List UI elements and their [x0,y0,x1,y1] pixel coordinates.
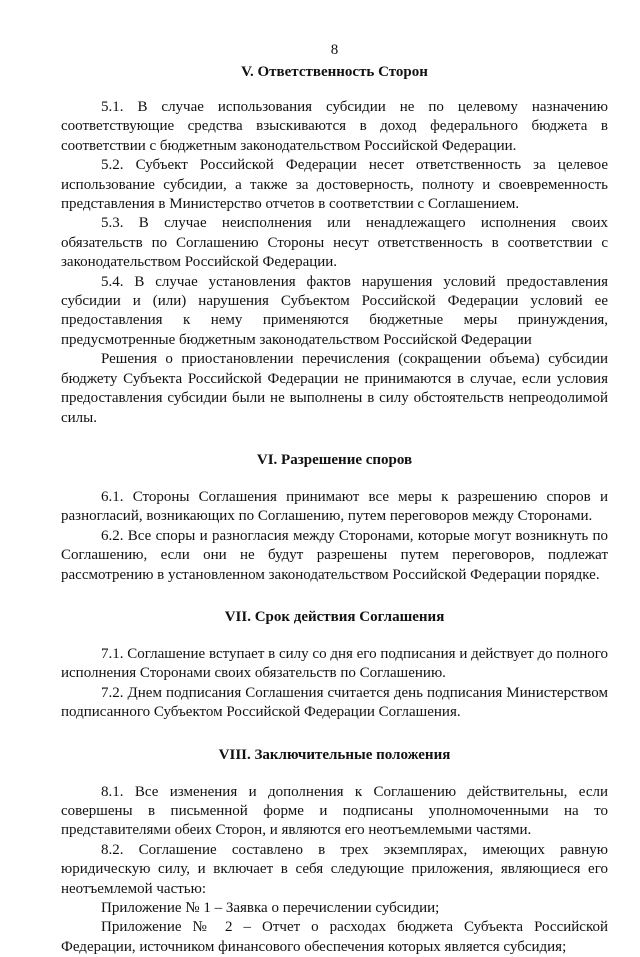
paragraph-5-3: 5.3. В случае неисполнения или ненадлежащего исполнения своих обязательств по Соглашению Стороны несут ответственность в соответствии с законодательством Российской Федерации. [61,215,608,271]
section-heading-term: VII. Срок действия Соглашения [224,608,445,625]
paragraph-6-1: 6.1. Стороны Соглашения принимают все меры к разрешению споров и разногласий, возникающих по Соглашению, путем переговоров между Сторонами. [61,488,608,525]
appendix-1: Приложение № 1 – Заявка о перечислении субсидии; [101,900,440,916]
section-heading-disputes: VI. Разрешение споров [256,451,413,468]
appendix-2: Приложение № 2 – Отчет о расходах бюджета Субъекта Российской Федерации, источником финансового обеспечения которых является субсидия; [61,919,608,955]
paragraph-5-1: 5.1. В случае использования субсидии не по целевому назначению соответствующие средства взыскиваются в доход федерального бюджета в соответствии с бюджетным законодательством Российской Федерации. [61,99,608,154]
paragraph-8-1: 8.1. Все изменения и дополнения к Соглашению действительны, если совершены в письменной форме и подписаны уполномоченными на то представителями обеих Сторон, и являются его неотъемлемыми частями. [61,783,608,839]
paragraph-5-2: 5.2. Субъект Российской Федерации несет ответственность за целевое использование субсидии, а также за достоверность, полноту и своевременность представления в Министерство отчетов в соответствии с Соглашением. [61,157,608,213]
page-number: 8 [330,42,339,58]
paragraph-7-1: 7.1. Соглашение вступает в силу со дня его подписания и действует до полного исполнения Сторонами своих обязательств по Соглашению. [61,645,608,682]
paragraph-5-4: 5.4. В случае установления фактов нарушения условий предоставления субсидии и (или) нарушения Субъектом Российской Федерации условий ее предоставления к нему применяются бюджетные меры принуждения, предусмотренные бюджетным законодательством Российской Федерации [61,273,608,348]
paragraph-8-2: 8.2. Соглашение составлено в трех экземплярах, имеющих равную юридическую силу, и включает в себя следующие приложения, являющиеся его неотъемлемой частью: [61,841,608,897]
paragraph-6-2: 6.2. Все споры и разногласия между Сторонами, которые могут возникнуть по Соглашению, если они не будут разрешены путем переговоров, подлежат рассмотрению в установленном законодательством Российской Федерации порядке. [61,527,608,583]
paragraph-7-2: 7.2. Днем подписания Соглашения считается день подписания Министерством подписанного Субъектом Российской Федерации Соглашения. [61,684,608,721]
paragraph-5-4-decisions: Решения о приостановлении перечисления (сокращении объема) субсидии бюджету Субъекта Российской Федерации не принимаются в случае, если условия предоставления субсидии были не выполнены в силу обстоятельств непреодолимой силы. [61,351,608,426]
section-heading-liability: V. Ответственность Сторон [241,64,428,80]
section-heading-final-provisions: VIII. Заключительные положения [218,746,451,763]
